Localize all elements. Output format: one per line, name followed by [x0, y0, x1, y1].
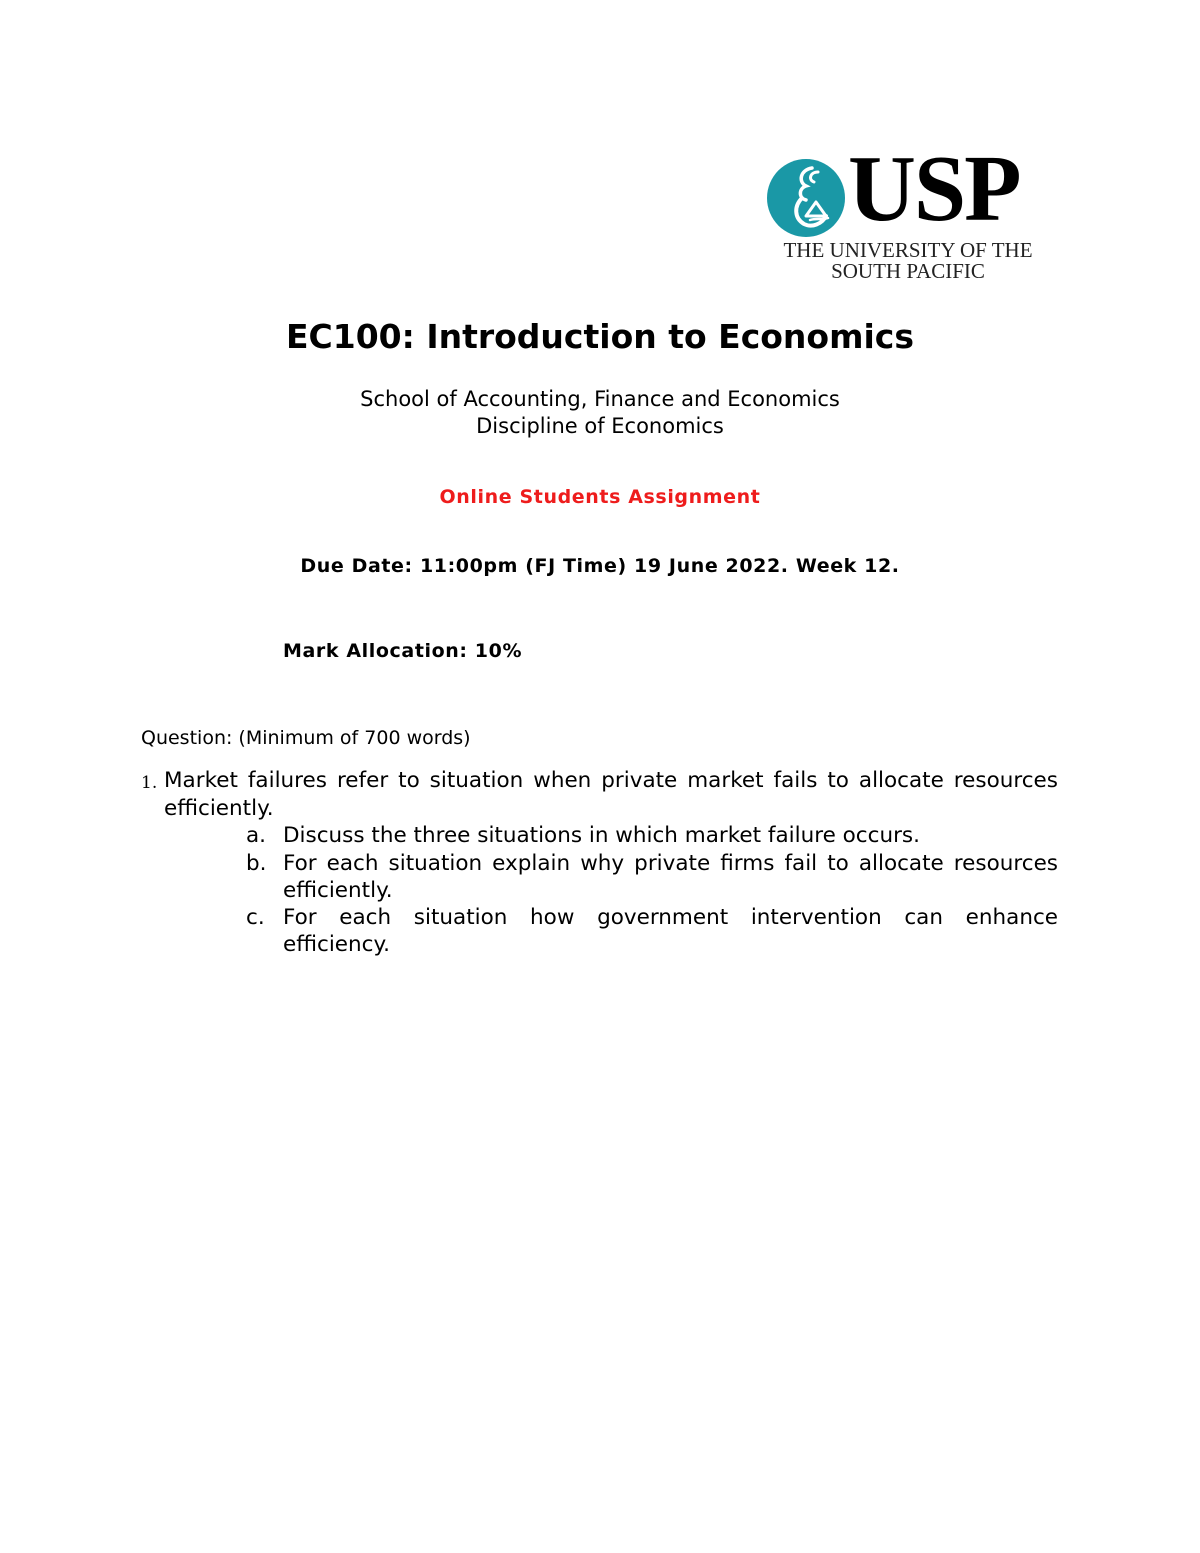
school-name: School of Accounting, Finance and Economics: [360, 387, 840, 411]
mark-allocation: Mark Allocation: 10%: [283, 640, 523, 662]
usp-emblem-icon: [766, 158, 846, 238]
list-item-text: For each situation explain why private firms fail to allocate resources efficiently.: [283, 851, 1058, 903]
list-item-letter: b.: [246, 851, 267, 876]
usp-subtitle-line1: THE UNIVERSITY OF THE: [783, 238, 1033, 262]
list-item-text: Discuss the three situations in which market failure occurs.: [283, 823, 920, 848]
question-heading: Question: (Minimum of 700 words): [141, 727, 471, 749]
question-number: 1.: [141, 773, 158, 793]
course-title: EC100: Introduction to Economics: [285, 317, 914, 356]
usp-subtitle: [768, 240, 1048, 282]
usp-logo: [764, 137, 1049, 286]
due-date: Due Date: 11:00pm (FJ Time) 19 June 2022. Week 12.: [300, 555, 900, 577]
list-item-text: For each situation how government intervention can enhance efficiency.: [283, 905, 1058, 957]
question-text: Market failures refer to situation when private market fails to allocate resources efficiently.: [164, 768, 1058, 821]
list-item-letter: a.: [246, 823, 267, 848]
usp-subtitle-line2: SOUTH PACIFIC: [831, 259, 985, 283]
discipline-name: Discipline of Economics: [476, 414, 724, 438]
usp-wordmark: USP: [848, 137, 1020, 241]
list-item-letter: c.: [246, 905, 265, 930]
assignment-label: Online Students Assignment: [439, 486, 761, 508]
